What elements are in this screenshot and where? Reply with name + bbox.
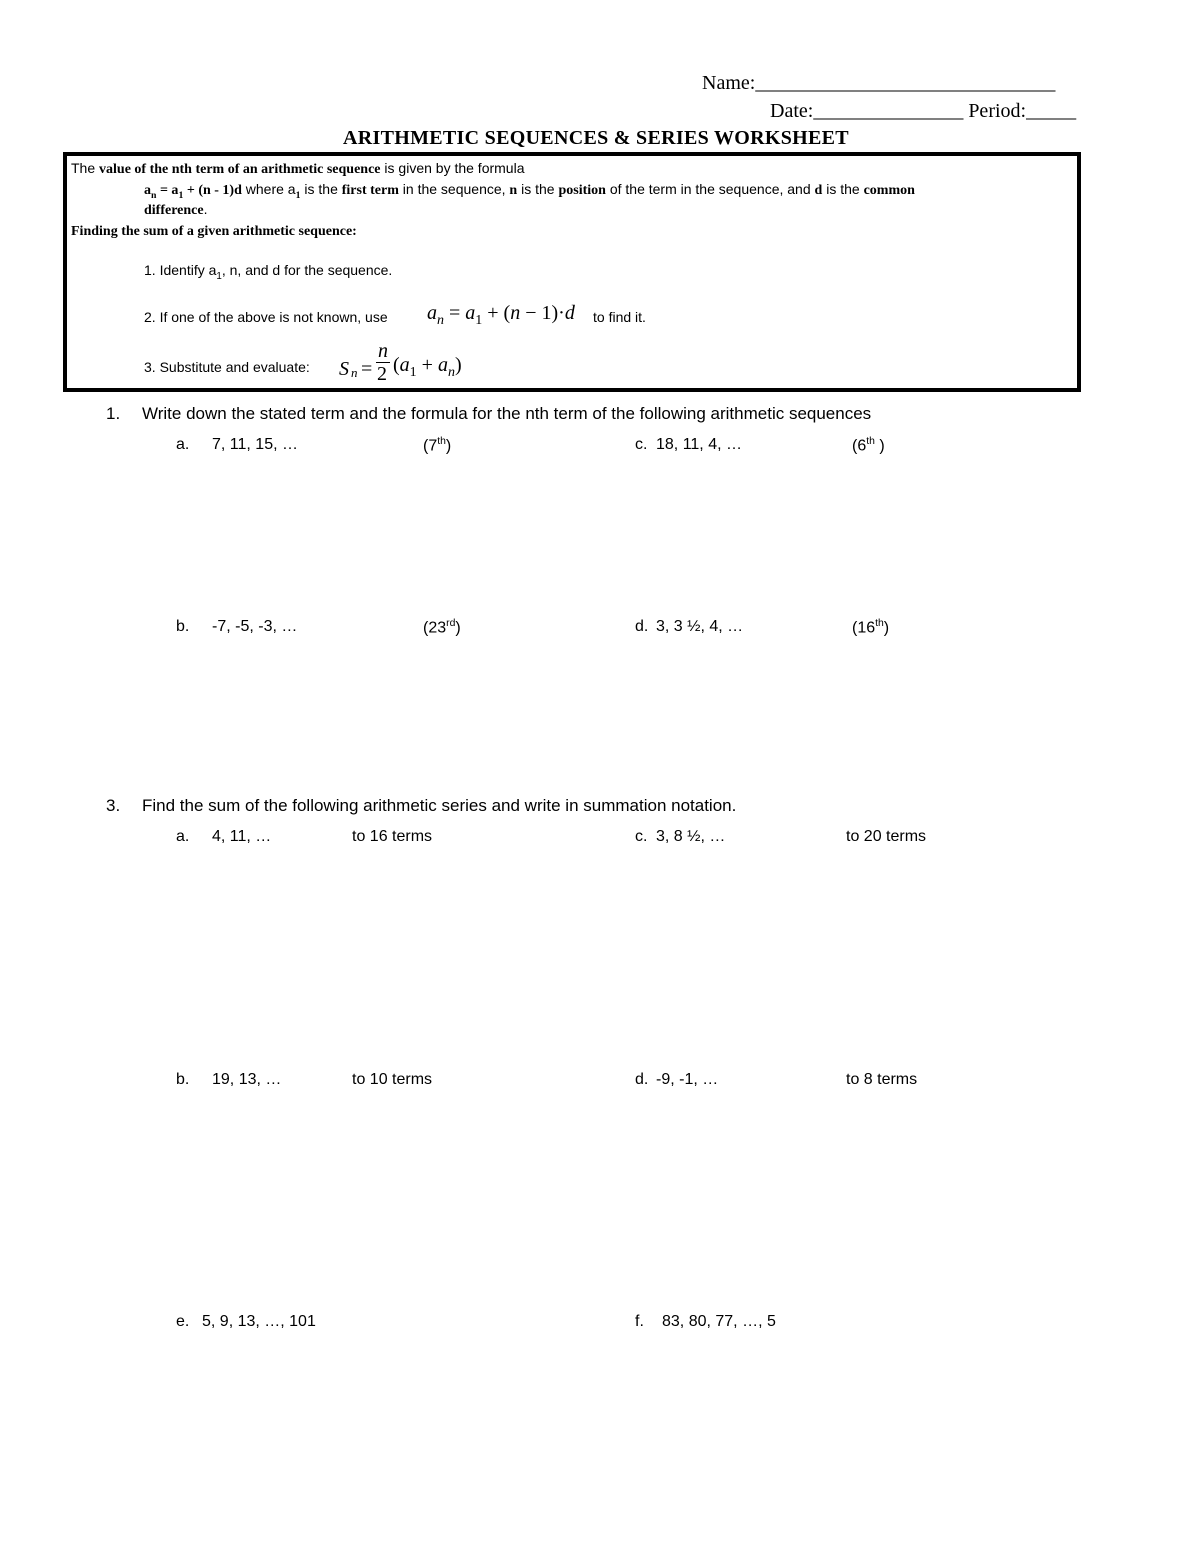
page-title: ARITHMETIC SEQUENCES & SERIES WORKSHEET bbox=[343, 127, 849, 149]
q3-item-d-label: d. bbox=[635, 1071, 649, 1088]
name-line: ______________________________ bbox=[755, 72, 1056, 94]
q1-item-d-label: d. bbox=[635, 618, 649, 635]
q3-item-b-label: b. bbox=[176, 1071, 190, 1088]
question-1-text: Write down the stated term and the formula for the nth term of the following arithmetic sequences bbox=[142, 404, 872, 423]
q1-item-a-term: (7th) bbox=[423, 436, 452, 455]
question-1 bbox=[106, 404, 120, 424]
question-number: 1. bbox=[106, 404, 121, 423]
formula-line: $a_n = a_1 + (n - 1)d$ where $a_1$ is the first term in the sequence, n is the position of the term in the sequence, and d is the common bbox=[144, 181, 915, 201]
q1-item-c-label: c. bbox=[635, 436, 648, 453]
q3-item-e-seq: 5, 9, 13, …, 101 bbox=[202, 1313, 316, 1330]
period-line: _____ bbox=[1026, 100, 1077, 122]
q3-item-a-label: a. bbox=[176, 828, 190, 845]
q1-item-b-label: b. bbox=[176, 618, 190, 635]
q3-item-b-terms: to 10 terms bbox=[352, 1071, 433, 1088]
date-period-field[interactable] bbox=[770, 100, 1076, 123]
q1-item-a-label: a. bbox=[176, 436, 190, 453]
q3-item-c-seq: 3, 8 ½, … bbox=[656, 828, 726, 845]
step-2-rest: to find it. bbox=[593, 309, 646, 325]
q1-item-c-term: (6th ) bbox=[852, 436, 885, 455]
q3-item-b-seq: 19, 13, … bbox=[212, 1071, 282, 1088]
q1-item-d-term: (16th) bbox=[852, 618, 890, 637]
formula-line-2: difference. bbox=[144, 201, 208, 218]
question-3-number: 3. bbox=[106, 796, 121, 815]
date-line: _______________ bbox=[813, 100, 964, 122]
q3-item-d-terms: to 8 terms bbox=[846, 1071, 918, 1088]
step-2: 2. If one of the above is not known, use bbox=[144, 309, 388, 325]
nth-term-formula: $a_n = a_1 + (n - 1)\cdot d$ bbox=[427, 302, 575, 328]
date-label: Date: bbox=[770, 100, 814, 122]
q3-item-f-seq: 83, 80, 77, …, 5 bbox=[662, 1313, 776, 1330]
period-label: Period: bbox=[963, 100, 1027, 122]
q1-item-c-seq: 18, 11, 4, … bbox=[656, 436, 742, 453]
q3-item-c-label: c. bbox=[635, 828, 648, 845]
step-1: 1. Identify $a_1$, n, and d for the sequence. bbox=[144, 262, 393, 282]
intro-line: The value of the nth term of an arithmetic sequence is given by the formula bbox=[71, 160, 525, 177]
formula-box: The value of the nth term of an arithmetic sequence is given by the formula $a_n = a_1 + (n - 1)d$ where $a_1$ is the first term in the sequence, n is the position of the term in the sequence, and d is the common difference. Finding the sum of a given arithmetic sequence: 1. Identify $a_1$, n, and d for the sequence. 2. If one of the above is not known, use $a_n = a_1 + (n - 1)\cdot d$ to find it. 3. Substitute and evaluate: S n = n 2 $(a_1 + a_n)$ bbox=[63, 152, 1081, 392]
step-3: 3. Substitute and evaluate: bbox=[144, 359, 310, 375]
name-label: Name: bbox=[702, 72, 756, 94]
name-field[interactable] bbox=[702, 72, 1055, 95]
q3-item-c-terms: to 20 terms bbox=[846, 828, 927, 845]
sum-heading: Finding the sum of a given arithmetic sequence: bbox=[71, 224, 357, 239]
q1-item-b-seq: -7, -5, -3, … bbox=[212, 618, 298, 635]
q3-item-e-label: e. bbox=[176, 1313, 190, 1330]
q3-item-d-seq: -9, -1, … bbox=[656, 1071, 719, 1088]
q1-item-b-term: (23rd) bbox=[423, 618, 461, 637]
q1-item-d-seq: 3, 3 ½, 4, … bbox=[656, 618, 744, 635]
q3-item-a-seq: 4, 11, … bbox=[212, 828, 272, 845]
q1-item-a-seq: 7, 11, 15, … bbox=[212, 436, 298, 453]
question-3-text: Find the sum of the following arithmetic series and write in summation notation. bbox=[142, 796, 737, 815]
q3-item-a-terms: to 16 terms bbox=[352, 828, 433, 845]
q3-item-f-label: f. bbox=[635, 1313, 644, 1330]
